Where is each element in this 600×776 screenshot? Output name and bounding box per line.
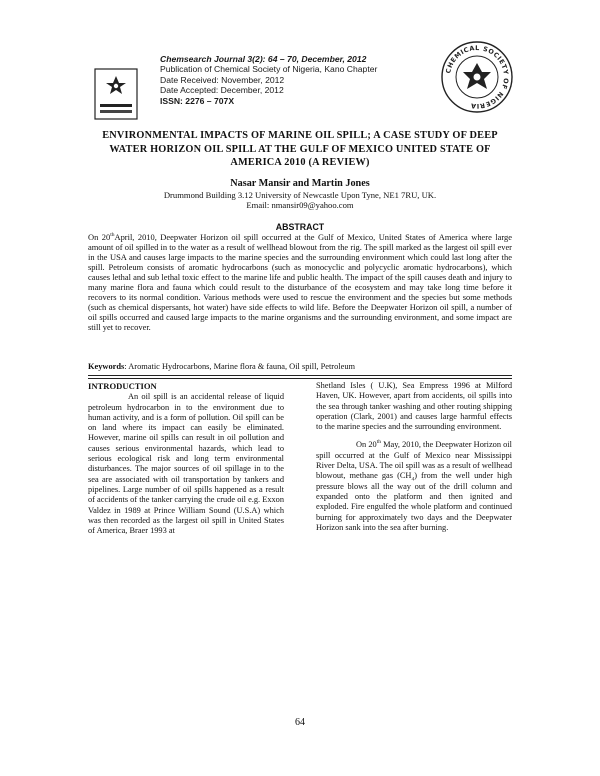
abstract-text: April, 2010, Deepwater Horizon oil spill occurred at the Gulf of Mexico, United States of America where large amount of oil spilled in to the water as a result of wellhead blowout from the rig. The spill marked as the largest oil spill ever in the USA and causes large impacts to the marine species and the surrounding environment which could last long after the spill. Petroleum consists of aromatic hydrocarbons (such as monocyclic and polycyclic aromatic hydrocarbons), which causes lethal and sub lethal toxic effect to the marine life and public health. The impact of the spill causes death and injury to many marine flora and fauna which could result to the disturbance of the ecosystem and may take long time before it recovers to its normal condition. Various methods were used to rescue the environment and the species but some methods (such as chemical dispersants, hot water) have side effects to wild life. Before the Deepwater Horizon oil spill, a number of oil spills occurred and caused large impacts to the marine organisms and the surrounding environment, and some impact are still yet to recover.: [88, 232, 512, 333]
paper-title: ENVIRONMENTAL IMPACTS OF MARINE OIL SPILL; A CASE STUDY OF DEEP WATER HORIZON OIL SPILL AT THE GULF OF MEXICO UNITED STATE OF AMERICA 2010 (A REVIEW): [102, 130, 498, 169]
keywords-label: Keywords: [88, 362, 125, 371]
abstract-date-sup: th: [110, 232, 115, 239]
abstract-date-prefix: On 20: [88, 232, 111, 242]
journal-header: [160, 54, 460, 106]
society-seal-logo: [440, 40, 514, 114]
abstract-body: [88, 232, 512, 332]
intro-paragraph-2: [316, 440, 512, 533]
column-right: [316, 381, 512, 533]
author-names: Nasar Mansir and Martin Jones: [230, 178, 370, 189]
abstract-heading: ABSTRACT: [275, 222, 325, 232]
intro-paragraph-1-continued: Shetland Isles ( U.K), Sea Empress 1996 at Milford Haven, UK. However, apart from accidents, oil spills into the sea through tanker washing and other routing shipping operation (Clark, 2001) and causes large harmful effects to the marine species and the surrounding environment.: [316, 381, 512, 432]
journal-citation: Chemsearch Journal 3(2): 64 – 70, December, 2012: [160, 54, 367, 64]
keywords-text: : Aromatic Hydrocarbons, Marine flora & fauna, Oil spill, Petroleum: [124, 362, 356, 371]
date-accepted: Date Accepted: December, 2012: [160, 85, 284, 96]
para2-rest: ) from the well under high pressure blows all the way out of the drill column and expanded onto the platform and then ignited and exploded. Fire engulfed the whole platform and continued burning for approximately two days and the Deepwater Horizon sank into the sea after burning.: [316, 471, 512, 532]
keywords-line: [88, 362, 512, 371]
intro-paragraph-1: An oil spill is an accidental release of liquid petroleum hydrocarbon in to the environment due to human activity, and is a form of pollution. Oil spill can be on land where its impact can easily be eliminated. However, marine oil spills can result in oil pollution and causes serious environmental hazards, which lead to serious ecological risk and long term environmental disturbances. The major sources of oil spillage in to the sea are associated with oil transportation by tankers and pipelines. Large number of oil spills happened as a result of accidents of the tanker carrying the crude oil e.g. Exxon Valdez in 1989 at Prince William Sound (U.S.A) which was then recorded as the largest oil spill in United States of America, Braer 1993 at: [88, 392, 285, 536]
introduction-heading: INTRODUCTION: [88, 381, 157, 391]
date-received: Date Received: November, 2012: [160, 74, 285, 85]
para2-prefix: On 20: [356, 440, 377, 450]
column-left: [88, 381, 284, 536]
author-affiliation: [100, 190, 500, 210]
svg-text:CHEMICAL SOCIETY OF NIGERIA: CHEMICAL SOCIETY OF NIGERIA: [444, 43, 511, 111]
page-number: 64: [295, 717, 305, 728]
para2-mid: May, 2010, the Deepwater Horizon oil spill occurred at the Gulf of Mexico near Mississippi River Delta, USA. The oil spill was as a result of wellhead blowout, methane gas (CH: [316, 440, 512, 481]
issn: ISSN: 2276 – 707X: [160, 95, 235, 106]
section-divider-top: [88, 375, 512, 376]
affiliation-address: Drummond Building 3.12 University of Newcastle Upon Tyne, NE1 7RU, UK.: [163, 190, 437, 200]
publisher-line: Publication of Chemical Society of Nigeria, Kano Chapter: [160, 64, 378, 75]
author-email: Email: nmansir09@yahoo.com: [246, 200, 354, 211]
journal-logo-left: [94, 68, 138, 120]
para2-sup: th: [376, 439, 381, 446]
para2-sub: 4: [411, 477, 415, 484]
section-divider-bottom: [88, 378, 512, 379]
